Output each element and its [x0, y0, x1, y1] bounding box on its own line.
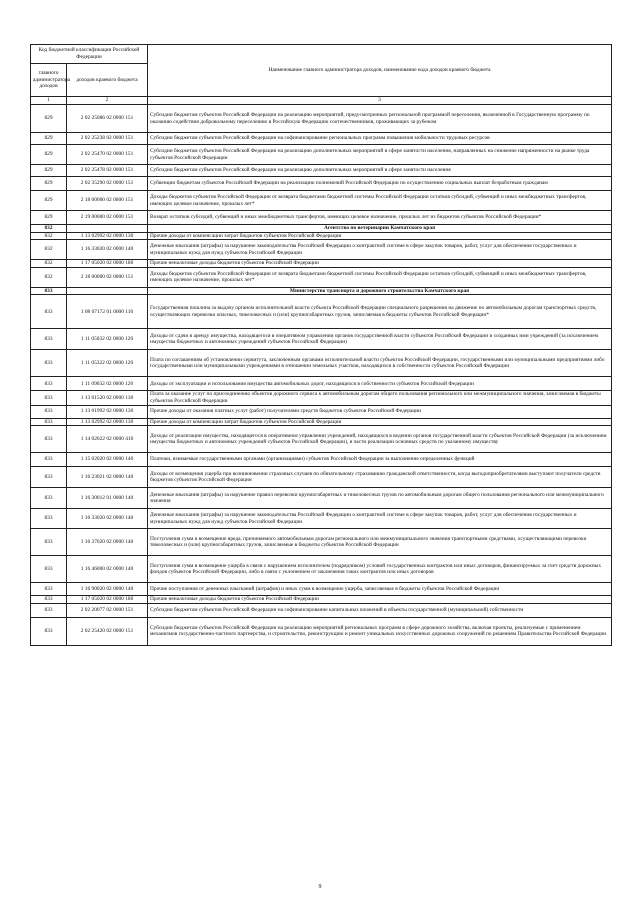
revenue-code-cell: 1 11 05322 02 0000 120	[67, 350, 148, 377]
table-row	[31, 509, 612, 529]
table-row	[31, 488, 612, 509]
table-row	[31, 350, 612, 377]
description-cell: Субсидии бюджетам субъектов Российской Федерации на реализацию дополнительных мероприятий в сфере занятости населения	[148, 165, 612, 177]
revenue-code-cell: 1 11 09032 02 0000 120	[67, 377, 148, 391]
description-cell: Плата по соглашениям об установлении сервитута, заключенным органами исполнительной власти субъектов Российской Федерации, государственными или муниципальными предприятиями либо государственными или муниципальными учреждениями в отношении земельных участков, находящихся в собственности субъектов Российской Федерации	[148, 350, 612, 377]
column-number-3: 3	[148, 97, 612, 105]
description-cell: Субсидии бюджетам субъектов Российской Федерации на софинансирование региональных программ повышения мобильности трудовых ресурсов	[148, 133, 612, 145]
table-row	[31, 177, 612, 191]
description-cell: Доходы бюджетов субъектов Российской Федерации от возврата бюджетами бюджетной системы Российской Федерации остатков субсидий, субвенций и иных межбюджетных трансфертов, имеющих целевое назначение, прошлых лет*	[148, 191, 612, 211]
description-cell: Прочие неналоговые доходы бюджетов субъектов Российской Федерации	[148, 596, 612, 604]
admin-code-cell: 829	[31, 177, 67, 191]
table-row	[31, 377, 612, 391]
description-cell: Субсидии бюджетам субъектов Российской Федерации на софинансирование капитальных вложений в объекты государственной (муниципальной) собственности	[148, 603, 612, 617]
table-row	[31, 105, 612, 133]
table-row	[31, 596, 612, 604]
admin-code-cell: 832	[31, 260, 67, 268]
description-cell: Денежные взыскания (штрафы) за нарушение законодательства Российской Федерации о контрактной системе в сфере закупок товаров, работ, услуг для обеспечения государственных и муниципальных нужд для нужд субъектов Российской Федерации	[148, 240, 612, 260]
admin-code-cell: 833	[31, 391, 67, 405]
admin-code-cell: 833	[31, 405, 67, 418]
revenue-code-cell: 2 02 25086 02 0000 151	[67, 105, 148, 133]
description-cell: Доходы от реализации имущества, находящегося в оперативном управлении учреждений, находящихся в ведении органов государственной власти субъектов Российской Федерации (за исключением имущества бюджетных и автономных учреждений субъектов Российской Федерации), в части реализации основных средств по указанному имуществу	[148, 426, 612, 453]
column-number-1: 1	[31, 97, 67, 105]
page-number: 9	[318, 884, 322, 890]
admin-code-cell: 833	[31, 467, 67, 488]
admin-code-cell: 833	[31, 350, 67, 377]
table-body	[31, 105, 612, 646]
description-cell: Денежные взыскания (штрафы) за нарушение законодательства Российской Федерации о контрактной системе в сфере закупок товаров, работ, услуг для обеспечения государственных и муниципальных нужд для нужд субъектов Российской Федерации	[148, 509, 612, 529]
table-row	[31, 453, 612, 467]
description-cell: Доходы бюджетов субъектов Российской Федерации от возврата бюджетами бюджетной системы Российской Федерации остатков субсидий, субвенций и иных межбюджетных трансфертов, имеющих целевое назначение, прошлых лет*	[148, 267, 612, 287]
admin-code-cell: 833	[31, 418, 67, 426]
revenue-code-cell: 1 16 23021 02 0000 140	[67, 467, 148, 488]
revenue-code-cell: 1 14 02022 02 0000 410	[67, 426, 148, 453]
revenue-code-cell: 1 16 37020 02 0000 140	[67, 529, 148, 556]
admin-code-cell: 833	[31, 295, 67, 329]
description-cell: Денежные взыскания (штрафы) за нарушение правил перевозки крупногабаритных и тяжеловесных грузов по автомобильным дорогам общего пользования регионального или межмуниципального значения	[148, 488, 612, 509]
table-row	[31, 529, 612, 556]
table-row	[31, 165, 612, 177]
section-title-cell: Министерство транспорта и дорожного строительства Камчатского края	[148, 287, 612, 295]
description-cell: Государственная пошлина за выдачу органом исполнительной власти субъекта Российской Федерации специального разрешения на движение по автомобильным дорогам транспортных средств, осуществляющих перевозки опасных, тяжеловесных и (или) крупногабаритных грузов, зачисляемая в бюджеты субъектов Российской Федерации*	[148, 295, 612, 329]
revenue-code-cell: 2 18 00000 02 0000 151	[67, 267, 148, 287]
table-row	[31, 467, 612, 488]
admin-code-cell: 833	[31, 329, 67, 350]
table-row	[31, 603, 612, 617]
admin-code-cell: 833	[31, 509, 67, 529]
column-number-2: 2	[67, 97, 148, 105]
revenue-code-cell: 2 02 25238 02 0000 151	[67, 133, 148, 145]
table-row	[31, 583, 612, 596]
header-kbk: Код бюджетной классификации Российской Федерации	[31, 45, 148, 64]
description-cell: Доходы от возмещения ущерба при возникновении страховых случаев по обязательному страхованию гражданской ответственности, когда выгодоприобретателями выступают получатели средств бюджетов субъектов Российской Федерации	[148, 467, 612, 488]
admin-code-cell: 833	[31, 596, 67, 604]
header-admin: главного администратора доходов	[31, 64, 67, 97]
table-row	[31, 267, 612, 287]
admin-code-cell: 829	[31, 133, 67, 145]
revenue-code-cell: 2 18 00000 02 0000 151	[67, 191, 148, 211]
table-row	[31, 240, 612, 260]
admin-code-cell: 833	[31, 556, 67, 583]
admin-code-cell: 829	[31, 211, 67, 225]
header-name: Наименование главного администратора доходов, наименование кода доходов краевого бюджета	[148, 45, 612, 97]
admin-code-cell: 833	[31, 377, 67, 391]
admin-code-cell: 833	[31, 603, 67, 617]
revenue-code-cell: 1 11 05032 02 0000 120	[67, 329, 148, 350]
section-title-cell: Агентство по ветеринарии Камчатского края	[148, 225, 612, 233]
revenue-code-cell: 1 16 33020 02 0000 140	[67, 509, 148, 529]
description-cell: Прочие доходы от оказания платных услуг (работ) получателями средств бюджетов субъектов Российской Федерации	[148, 405, 612, 418]
admin-code-cell: 832	[31, 225, 67, 233]
revenue-code-cell: 1 16 33020 02 0000 140	[67, 240, 148, 260]
revenue-code-cell	[67, 287, 148, 295]
table-header	[31, 45, 612, 105]
table-row	[31, 405, 612, 418]
revenue-code-cell: 1 08 07172 01 0000 110	[67, 295, 148, 329]
admin-code-cell: 833	[31, 529, 67, 556]
admin-code-cell: 832	[31, 267, 67, 287]
revenue-code-cell: 2 02 35290 02 0000 151	[67, 177, 148, 191]
description-cell: Поступления сумм в возмещение ущерба в связи с нарушением исполнителем (подрядчиком) условий государственных контрактов или иных договоров, финансируемых за счет средств дорожных фондов субъектов Российской Федерации, либо в связи с уклонением от заключения таких контрактов или иных договоров	[148, 556, 612, 583]
section-row	[31, 225, 612, 233]
table-row	[31, 260, 612, 268]
description-cell: Плата за оказание услуг по присоединению объектов дорожного сервиса к автомобильным дорогам общего пользования регионального или межмуниципального значения, зачисляемая в бюджеты субъектов Российской Федерации	[148, 391, 612, 405]
table-row	[31, 133, 612, 145]
description-cell: Доходы от сдачи в аренду имущества, находящегося в оперативном управлении органов государственной власти субъектов Российской Федерации и созданных ими учреждений (за исключением имущества бюджетных и автономных учреждений субъектов Российской Федерации)	[148, 329, 612, 350]
table-row	[31, 556, 612, 583]
table-row	[31, 426, 612, 453]
admin-code-cell: 829	[31, 145, 67, 165]
admin-code-cell: 833	[31, 583, 67, 596]
revenue-code-cell: 1 13 01992 02 0000 130	[67, 405, 148, 418]
description-cell: Прочие доходы от компенсации затрат бюджетов субъектов Российской Федерации	[148, 418, 612, 426]
description-cell: Доходы от эксплуатации и использования имущества автомобильных дорог, находящихся в собственности субъектов Российской Федерации	[148, 377, 612, 391]
revenue-code-cell: 1 13 02992 02 0000 130	[67, 232, 148, 240]
description-cell: Прочие поступления от денежных взысканий (штрафов) и иных сумм в возмещение ущерба, зачисляемые в бюджеты субъектов Российской Федерации	[148, 583, 612, 596]
admin-code-cell: 833	[31, 617, 67, 645]
admin-code-cell: 829	[31, 191, 67, 211]
revenue-code-cell: 1 16 90020 02 0000 140	[67, 583, 148, 596]
admin-code-cell: 833	[31, 287, 67, 295]
admin-code-cell: 829	[31, 165, 67, 177]
revenue-code-cell: 1 17 05020 02 0000 180	[67, 260, 148, 268]
admin-code-cell: 832	[31, 232, 67, 240]
revenue-code-cell: 1 15 02020 02 0000 140	[67, 453, 148, 467]
admin-code-cell: 832	[31, 240, 67, 260]
revenue-code-cell: 1 13 01520 02 0000 130	[67, 391, 148, 405]
revenue-code-cell: 1 13 02992 02 0000 130	[67, 418, 148, 426]
table-row	[31, 211, 612, 225]
table-row	[31, 617, 612, 645]
admin-code-cell: 829	[31, 105, 67, 133]
table-row	[31, 232, 612, 240]
description-cell: Субсидии бюджетам субъектов Российской Федерации на реализацию мероприятий, предусмотренных региональной программой переселения, включенной в Государственную программу по оказанию содействия добровольному переселению в Российскую Федерацию соотечественников, проживающих за рубежом	[148, 105, 612, 133]
description-cell: Возврат остатков субсидий, субвенций и иных межбюджетных трансфертов, имеющих целевое назначение, прошлых лет из бюджетов субъектов Российской Федерации*	[148, 211, 612, 225]
description-cell: Субсидии бюджетам субъектов Российской Федерации на реализацию мероприятий региональных программ в сфере дорожного хозяйства, включая проекты, реализуемые с применением механизмов государственно-частного партнерства, и строительство, реконструкцию и ремонт уникальных искусственных дорожных сооружений по решениям Правительства Российской Федерации	[148, 617, 612, 645]
description-cell: Платежи, взимаемые государственными органами (организациями) субъектов Российской Федерации за выполнение определенных функций	[148, 453, 612, 467]
table-row	[31, 191, 612, 211]
admin-code-cell: 833	[31, 426, 67, 453]
description-cell: Поступления сумм в возмещение вреда, причиняемого автомобильным дорогам регионального или межмуниципального значения транспортными средствами, осуществляющими перевозки тяжеловесных и (или) крупногабаритных грузов, зачисляемые в бюджеты субъектов Российской Федерации	[148, 529, 612, 556]
revenue-code-cell: 1 17 05020 02 0000 180	[67, 596, 148, 604]
header-revenue: доходов краевого бюджета	[67, 64, 148, 97]
description-cell: Субвенции бюджетам субъектов Российской Федерации на реализацию полномочий Российской Федерации по осуществлению социальных выплат безработным гражданам	[148, 177, 612, 191]
revenue-code-cell: 1 16 30012 01 0000 140	[67, 488, 148, 509]
table-row	[31, 391, 612, 405]
description-cell: Субсидии бюджетам субъектов Российской Федерации на реализацию дополнительных мероприятий в сфере занятости населения, направленных на снижение напряженности на рынке труда субъектов Российской Федерации	[148, 145, 612, 165]
table-row	[31, 295, 612, 329]
revenue-code-cell	[67, 225, 148, 233]
revenue-code-cell: 2 02 25420 02 0000 151	[67, 617, 148, 645]
description-cell: Прочие доходы от компенсации затрат бюджетов субъектов Российской Федерации	[148, 232, 612, 240]
description-cell: Прочие неналоговые доходы бюджетов субъектов Российской Федерации	[148, 260, 612, 268]
table-row	[31, 145, 612, 165]
revenue-code-cell: 1 16 46000 02 0000 140	[67, 556, 148, 583]
revenue-code-cell: 2 02 25478 02 0000 151	[67, 165, 148, 177]
admin-code-cell: 833	[31, 488, 67, 509]
admin-code-cell: 833	[31, 453, 67, 467]
revenue-code-cell: 2 02 20077 02 0000 151	[67, 603, 148, 617]
revenue-code-cell: 2 19 00000 02 0000 151	[67, 211, 148, 225]
table-row	[31, 329, 612, 350]
revenue-codes-table	[30, 44, 612, 646]
table-row	[31, 418, 612, 426]
section-row	[31, 287, 612, 295]
revenue-code-cell: 2 02 25470 02 0000 151	[67, 145, 148, 165]
